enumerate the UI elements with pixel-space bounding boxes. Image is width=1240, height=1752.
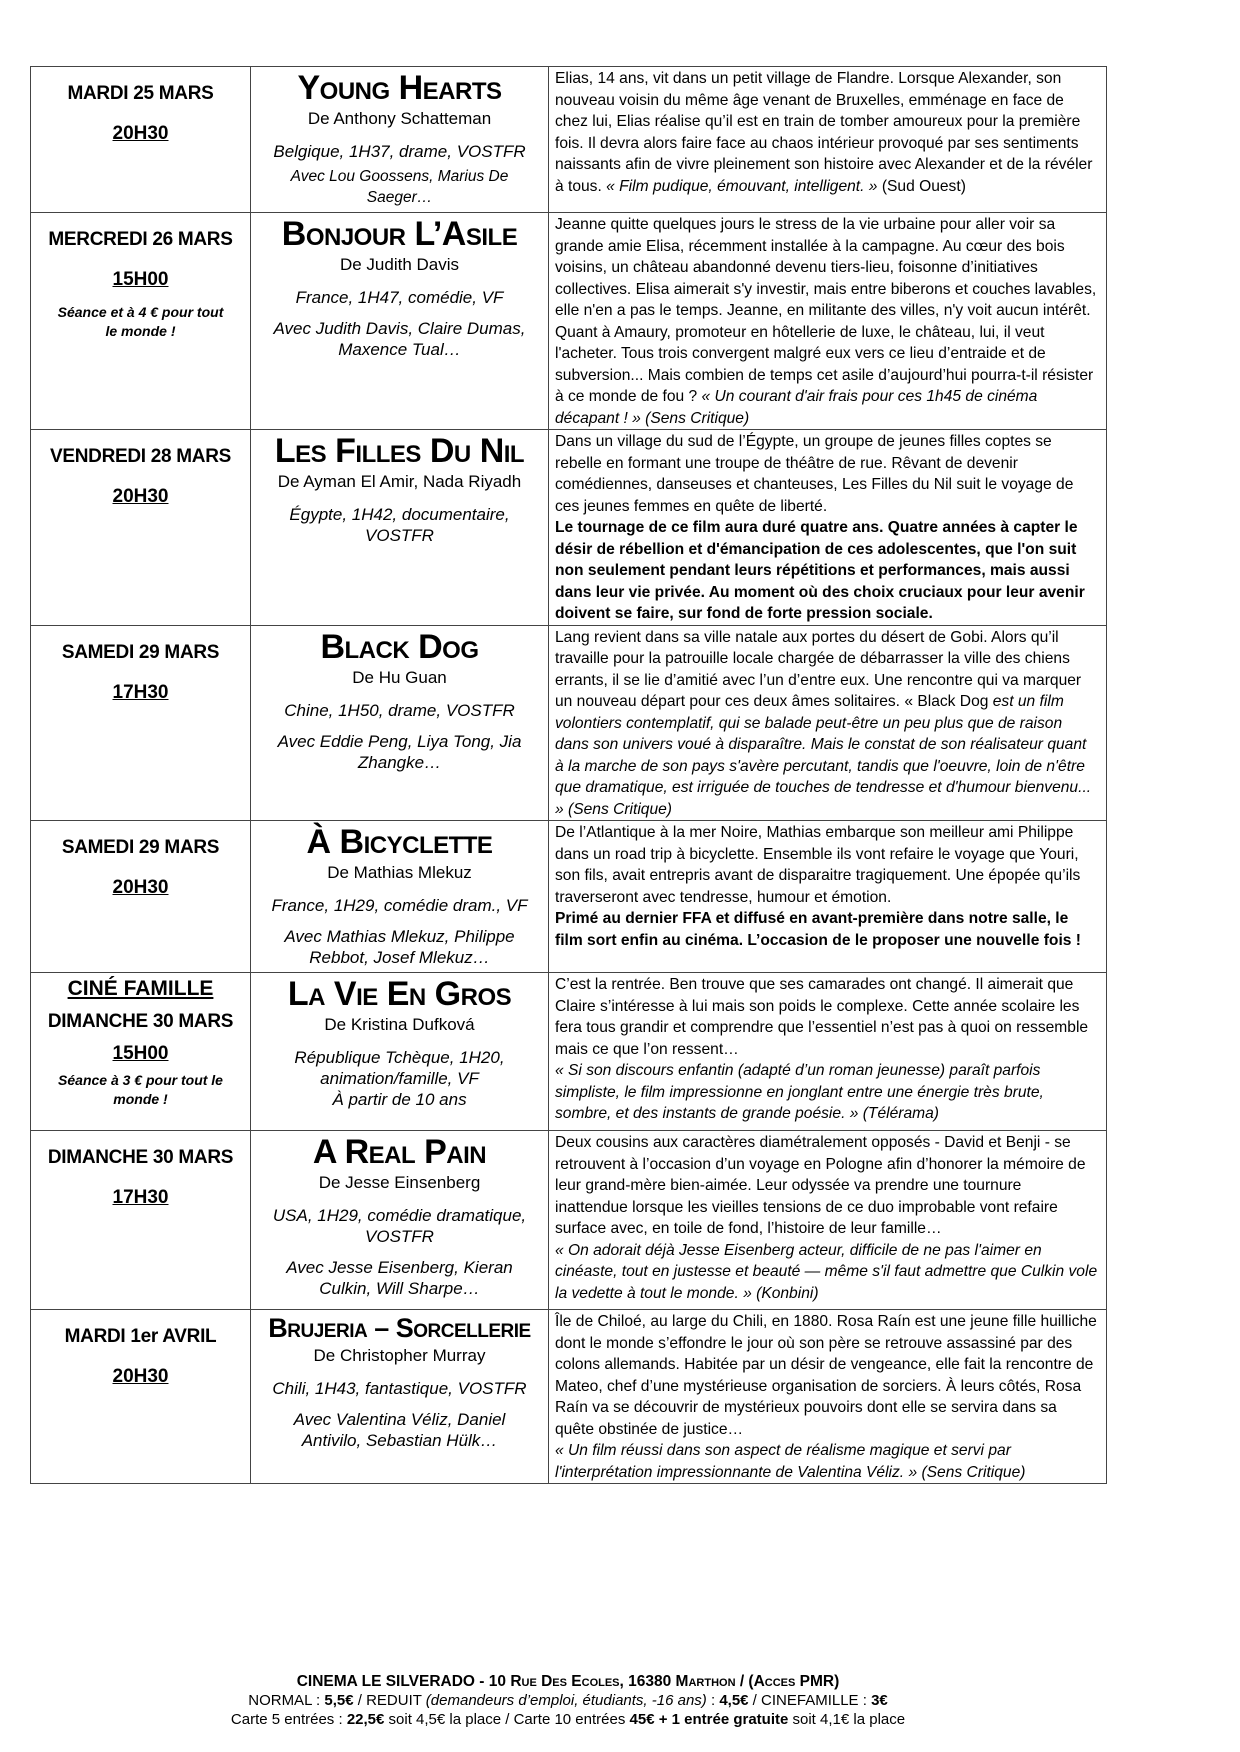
synopsis-text: Dans un village du sud de l’Égypte, un groupe de jeunes filles coptes se rebelle en formant une troupe de théâtre de rue. Rêvant de devenir comédiennes, danseuses et chanteuses, Les Filles du Nil suit le voyage de ces jeunes femmes en quête de liberté. [555,433,1074,515]
ticket-prices [30,1691,1106,1710]
film-title: La Vie En Gros [287,975,512,1013]
film-info: Chili, 1H43, fantastique, VOSTFR [272,1379,527,1398]
synopsis-text: Lang revient dans sa ville natale aux portes du désert de Gobi. Alors qu’il travaille pour la patrouille locale chargée de débarrasser la ville des chiens errants, il se lie d’amitié avec l’un d’entre eux. Une rencontre qui va marquer un nouveau départ pour ces deux âmes solitaires. « Black Dog [555,628,1082,710]
date-cell [31,821,251,973]
price-label: soit 4,1€ la place [788,1711,906,1728]
film-info: France, 1H29, comédie dram., VF [271,896,528,915]
cinema-address [30,1672,1106,1691]
film-synopsis [549,67,1107,213]
address-part: Marthon / (Acces PMR) [675,1673,840,1690]
film-cell [251,821,549,973]
screening-date: MERCREDI 26 MARS [48,229,233,250]
cinema-footer [30,1672,1106,1729]
date-cell [31,213,251,430]
film-info: Égypte, 1H42, documentaire, VOSTFR [289,505,510,545]
film-synopsis [549,1131,1107,1310]
film-cell [251,973,549,1131]
film-info: Belgique, 1H37, drame, VOSTFR [273,142,526,161]
screening-time: 15H00 [112,1043,169,1064]
critic-source: (Sud Ouest) [877,177,966,195]
screening-date: VENDREDI 28 MARS [49,446,232,467]
film-info: République Tchèque, 1H20, animation/famille, VF [294,1048,505,1088]
price-label: / REDUIT [353,1692,426,1709]
critic-quote: « Un courant d'air frais pour ces 1h45 de cinéma décapant ! » (Sens Critique) [555,388,1038,427]
film-director: De Hu Guan [352,667,447,687]
film-title: A Real Pain [312,1133,487,1171]
film-cast: Avec Eddie Peng, Liya Tong, Jia Zhangke… [277,731,522,772]
price-note: (demandeurs d’emploi, étudiants, -16 ans) [425,1692,707,1709]
film-title: À Bicyclette [306,823,493,861]
address-part: , 16380 [619,1673,676,1690]
film-synopsis [549,973,1107,1131]
price-label: soit 4,5€ la place / Carte 10 entrées [384,1711,630,1728]
film-cell [251,1131,549,1310]
synopsis-text: De l’Atlantique à la mer Noire, Mathias embarque son meilleur ami Philippe dans un road trip à bicyclette. Ensemble ils vont refaire le voyage que Youri, son fils, avait entrepris avant de disparaitre tragiquement. Une épopée qu’ils traverseront avec tendresse, humour et émotion. [555,824,1081,906]
synopsis-highlight: Le tournage de ce film aura duré quatre ans. Quatre années à capter le désir de rébellion et d'émancipation de ces adolescentes, que l'on suit non seulement pendant leurs répétitions et performances, mais aussi dans leur vie privée. Au moment où des choix cruciaux pour leur avenir doivent se faire, sur fond de forte pression sociale. [555,519,1085,622]
screening-row [31,625,1107,821]
film-cell [251,430,549,626]
synopsis-text: Elias, 14 ans, vit dans un petit village de Flandre. Lorsque Alexander, son nouveau voisin du même âge venant de Bruxelles, emménage en face de chez lui, Elias réalise qu’il est en train de tomber amoureux pour la première fois. Il devra alors faire face au chaos intérieur provoqué par ses sentiments naissants afin de vivre pleinement son histoire avec Alexander et de la révéler à tous. [555,70,1093,195]
price-label: / CINEFAMILLE : [748,1692,872,1709]
film-cell [251,67,549,213]
screening-row [31,430,1107,626]
film-cast: Avec Jesse Eisenberg, Kieran Culkin, Will Sharpe… [286,1258,513,1298]
screening-row [31,213,1107,430]
film-cast: Avec Valentina Véliz, Daniel Antivilo, Sebastian Hülk… [293,1410,506,1450]
film-info: France, 1H47, comédie, VF [295,288,504,307]
film-title: Young Hearts [297,69,502,107]
film-cell [251,1310,549,1484]
film-director: De Judith Davis [339,255,460,274]
synopsis-highlight: Primé au dernier FFA et diffusé en avant-première dans notre salle, le film sort enfin au cinéma. L’occasion de le proposer une nouvelle fois ! [555,910,1081,949]
synopsis-text: Deux cousins aux caractères diamétralement opposés - David et Benji - se retrouvent à l’occasion d’un voyage en Pologne afin d’honorer la mémoire de leur grand-mère bien-aimée. Leur odyssée va prendre une tournure inattendue lorsque les vieilles tensions de ce duo improbable vont refaire surface avec, en toile de fond, l’histoire de leur famille… [555,1134,1086,1237]
price-value: 4,5€ [719,1692,749,1709]
screening-row [31,1310,1107,1484]
screening-row [31,973,1107,1131]
screening-row [31,1131,1107,1310]
film-director: De Christopher Murray [313,1346,486,1365]
screening-time: 20H30 [112,1366,169,1387]
film-synopsis [549,430,1107,626]
synopsis-text: Île de Chiloé, au large du Chili, en 1880. Rosa Raín est une jeune fille huilliche dont le monde s’effondre le jour où son père se retrouve assassiné par des colons allemands. Habitée par un désir de vengeance, elle fait la rencontre de Mateo, chef d’une mystérieuse organisation de sorciers. À leurs côtés, Rosa Raín va se découvrir de mystérieux pouvoirs dont elle se servira dans sa quête obstinée de justice… [555,1313,1097,1438]
film-info: USA, 1H29, comédie dramatique, VOSTFR [272,1206,527,1246]
price-note: Séance à 3 € pour tout le monde ! [58,1072,223,1107]
film-director: De Mathias Mlekuz [327,863,472,882]
date-cell [31,1131,251,1310]
price-value: 3€ [871,1692,888,1709]
film-cast: Avec Mathias Mlekuz, Philippe Rebbot, Josef Mlekuz… [284,927,515,967]
date-cell [31,625,251,821]
screening-time: 17H30 [112,681,169,703]
screening-date: MARDI 1er AVRIL [64,1326,217,1347]
screening-row [31,821,1107,973]
critic-quote: « Si son discours enfantin (adapté d’un roman jeunesse) paraît parfois simpliste, le film impressionne en jonglant entre une énergie très brute, sombre, et des instants de grande poésie. » (Télérama) [555,1062,1044,1122]
date-cell [31,67,251,213]
date-cell [31,430,251,626]
screening-date: SAMEDI 29 MARS [61,641,220,663]
date-cell [31,1310,251,1484]
film-age: À partir de 10 ans [332,1090,467,1109]
film-title: Black Dog [320,627,479,666]
price-value: 5,5€ [324,1692,354,1709]
screening-time: 20H30 [112,123,169,144]
screening-date: SAMEDI 29 MARS [61,837,220,858]
critic-quote: « On adorait déjà Jesse Eisenberg acteur, difficile de ne pas l'aimer en cinéaste, tout en justesse et beauté — même s'il faut admettre que Culkin vole la vedette à tout le monde. » (Konbini) [555,1241,1098,1302]
screening-date: DIMANCHE 30 MARS [47,1011,234,1032]
film-synopsis [549,213,1107,430]
film-director: De Anthony Schatteman [307,109,492,128]
price-label: Carte 5 entrées : [230,1711,347,1728]
address-part: Rue Des Ecoles [510,1673,620,1690]
program-page [30,66,1106,1484]
screening-date: MARDI 25 MARS [67,83,214,104]
screening-time: 20H30 [112,877,169,898]
film-cell [251,213,549,430]
address-part: CINEMA LE SILVERADO - 10 [296,1673,511,1690]
film-synopsis [549,1310,1107,1484]
synopsis-text: Jeanne quitte quelques jours le stress de la vie urbaine pour aller voir sa grande amie Elisa, récemment installée à la campagne. Au cœur des bois voisins, un château abandonné devenu tiers-lieu, foisonne d’initiatives collectives. Elisa aimerait s'y investir, mais entre biberons et couches lavables, elle n'en a pas le temps. Jeanne, en militante des villes, n'y voit aucun intérêt. Quant à Amaury, promoteur en hôtellerie de luxe, le château, lui, il veut l'acheter. Tous trois convergent malgré eux vers ce lieu d’entraide et de subversion... Mais combien de temps cet asile d’aujourd’hui pourra-t-il résister à ce monde de fou ? [555,216,1097,405]
critic-quote: « Un film réussi dans son aspect de réalisme magique et servi par l'interprétation impressionnante de Valentina Véliz. » (Sens Critique) [555,1442,1026,1481]
film-synopsis [549,821,1107,973]
subscription-prices [30,1710,1106,1729]
screening-date: DIMANCHE 30 MARS [47,1147,234,1168]
price-label: NORMAL : [248,1692,325,1709]
film-director: De Jesse Einsenberg [318,1173,481,1192]
price-note: Séance et à 4 € pour tout le monde ! [57,304,224,339]
cine-famille-label: CINÉ FAMILLE [67,977,214,1000]
film-director: De Kristina Dufková [324,1015,475,1034]
film-title: Les Filles Du Nil [274,432,525,470]
screening-time: 15H00 [112,269,169,290]
film-cast: Avec Lou Goossens, Marius De Saeger… [290,168,509,206]
price-value: 45€ + 1 entrée gratuite [629,1711,789,1728]
critic-quote: « Film pudique, émouvant, intelligent. » [606,177,878,195]
date-cell [31,973,251,1131]
screening-row [31,67,1107,213]
film-cast: Avec Judith Davis, Claire Dumas, Maxence Tual… [273,319,526,359]
screening-time: 17H30 [112,1187,169,1208]
film-info: Chine, 1H50, drame, VOSTFR [284,700,515,720]
critic-quote: est un film volontiers contemplatif, qui se balade peut-être un peu plus que de raison dans son univers voué à disparaître. Mais le constat de son réalisateur quant à la marche de son pays s'avère percutant, tandis que l'oeuvre, loin de n'être que dramatique, est irriguée de touches de tendresse et d'humour bienvenu... » (Sens Critique) [555,693,1092,818]
screening-table [30,66,1107,1484]
film-cell [251,625,549,821]
price-label: : [706,1692,720,1709]
screening-time: 20H30 [112,486,169,507]
film-synopsis [549,625,1107,821]
film-title: Bonjour L’Asile [281,215,518,253]
synopsis-text: C’est la rentrée. Ben trouve que ses camarades ont changé. Il aimerait que Claire s’intéresse à lui mais son poids le complexe. Cette année scolaire les fera tous grandir et comprendre que l’essentiel n’est pas à quoi on ressemble mais ce que l’on ressent… [555,976,1089,1058]
film-title: Brujeria – Sorcellerie [268,1313,531,1343]
price-value: 22,5€ [346,1711,385,1728]
film-director: De Ayman El Amir, Nada Riyadh [277,472,522,491]
